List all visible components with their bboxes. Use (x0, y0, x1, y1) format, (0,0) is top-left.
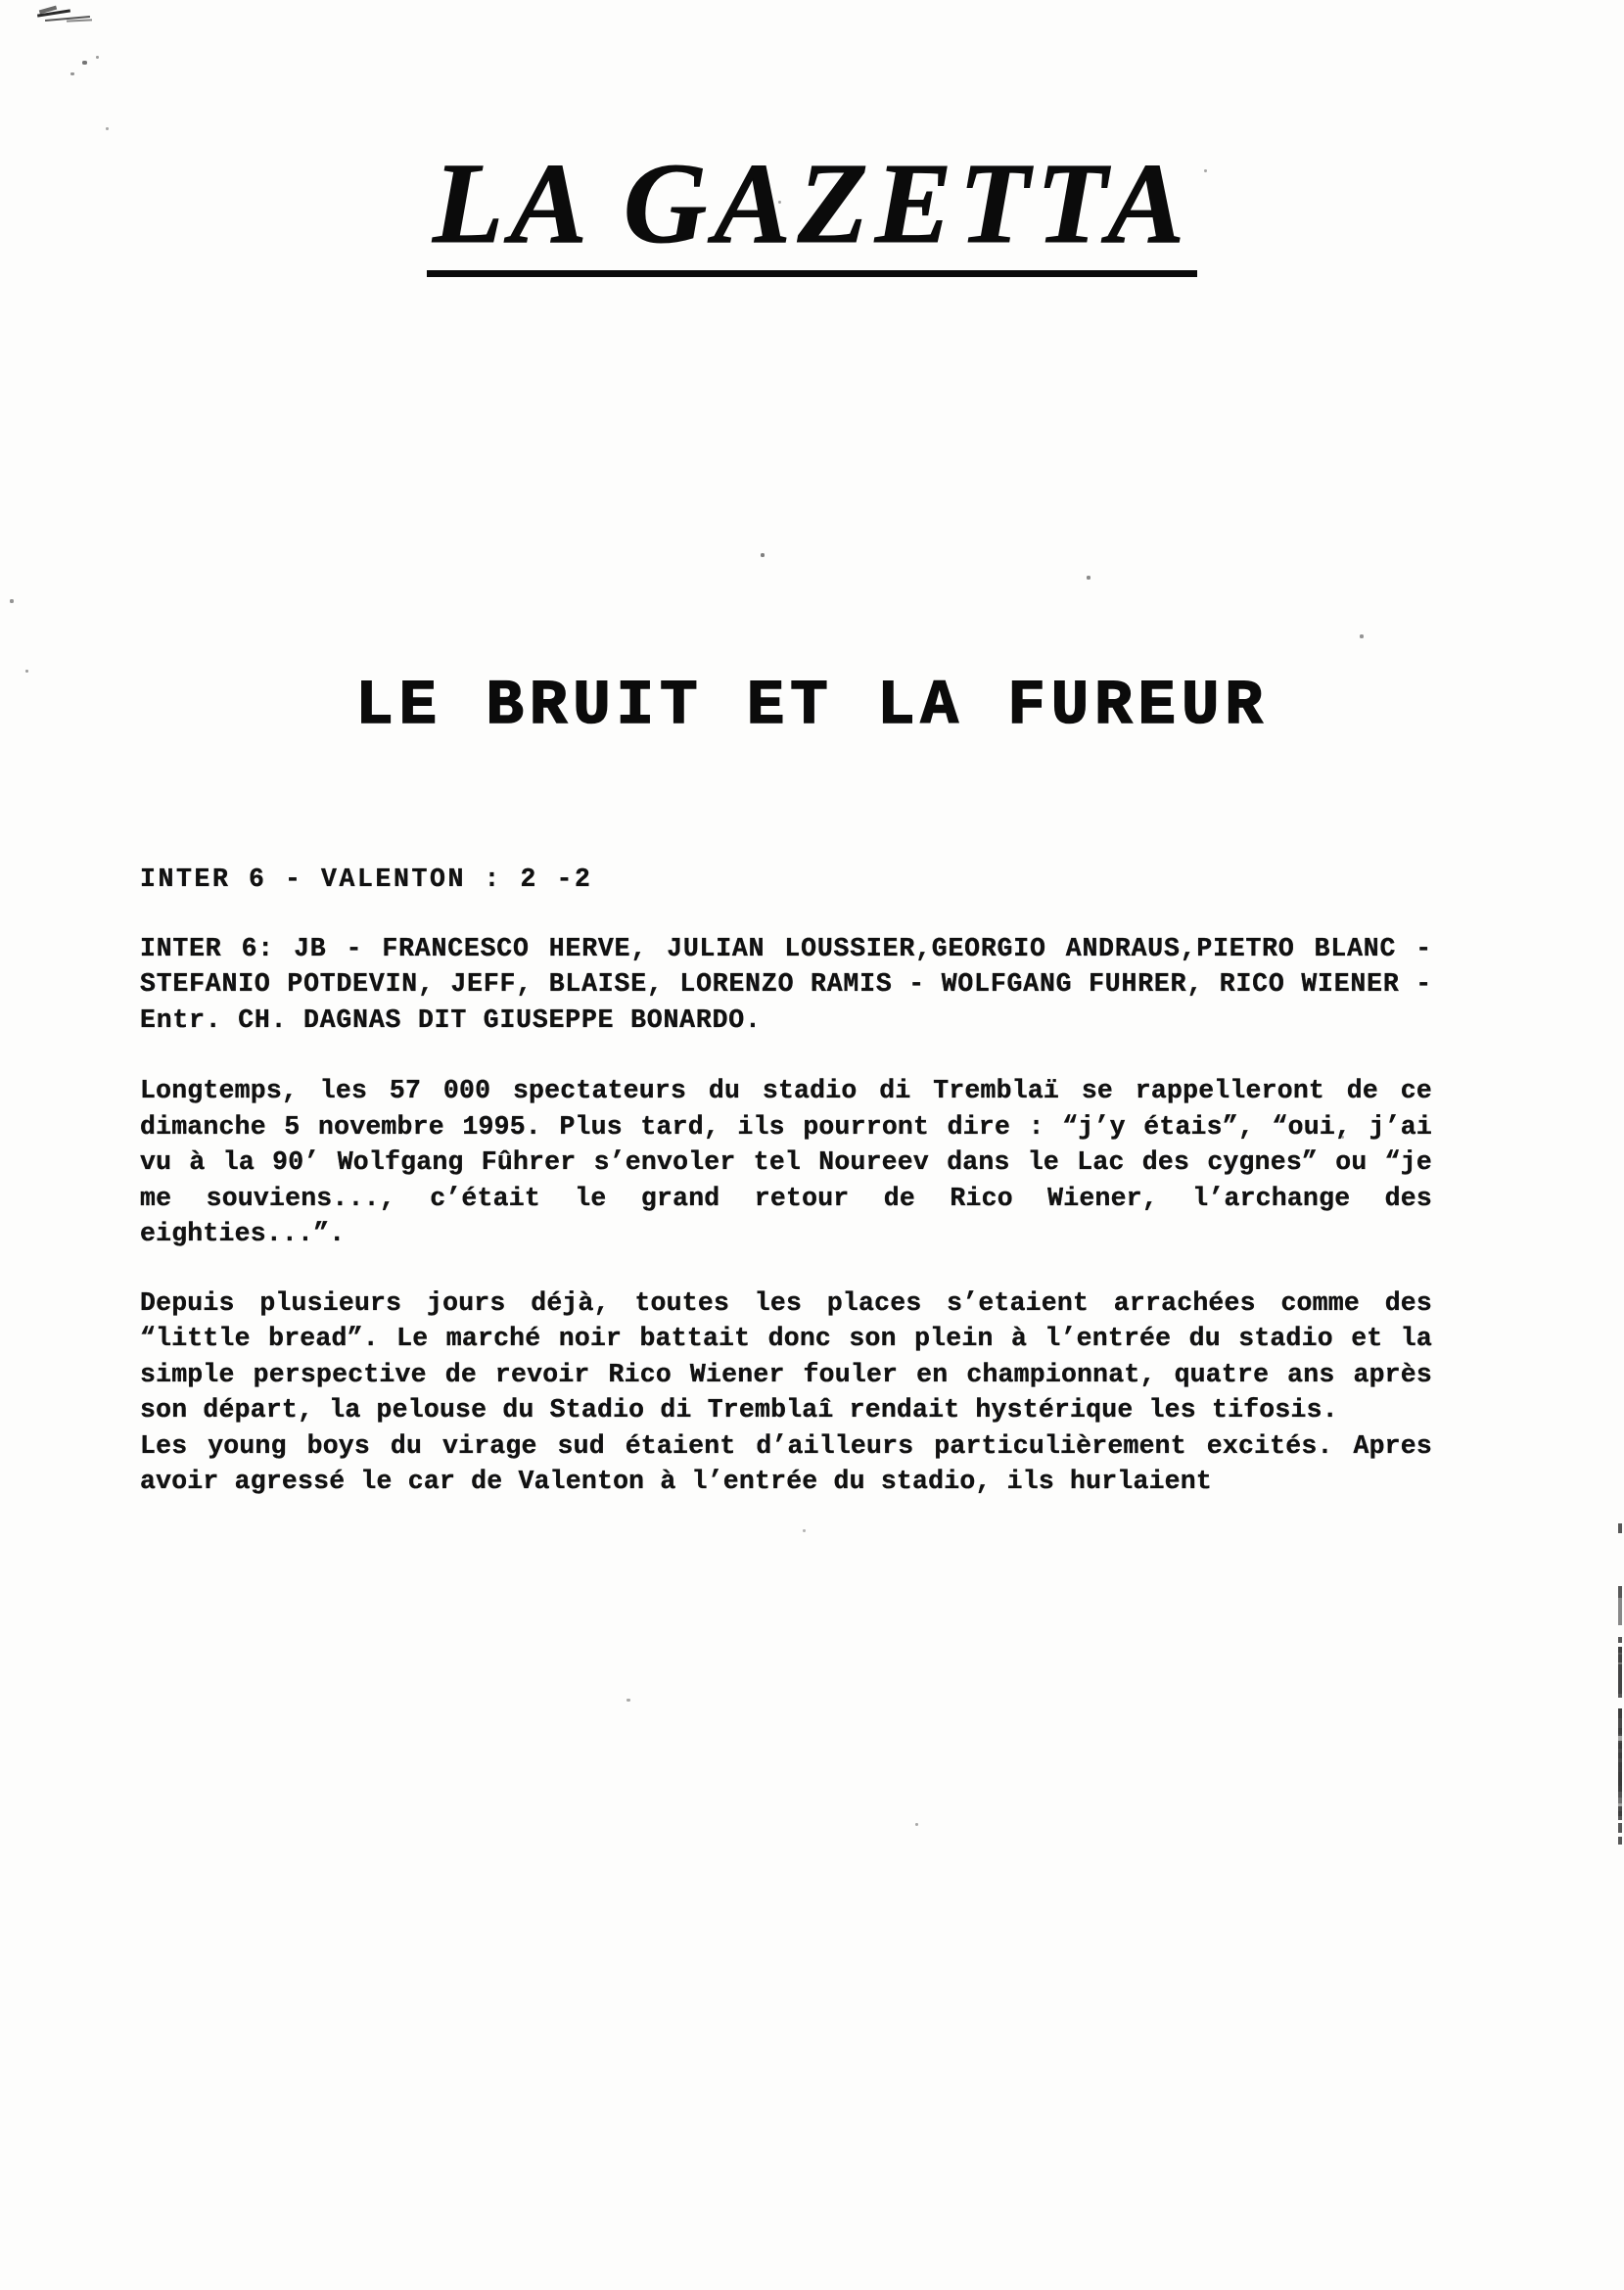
scan-speck (82, 61, 87, 65)
article-paragraph-2: Depuis plusieurs jours déjà, toutes les places s’etaient arrachées comme des “little bread”. Le marché noir battait donc son plein à l’entrée du stadio et la simple perspective de revoir Rico Wiener fouler en championnat, quatre ans après son départ, la pelouse du Stadio di Tremblaî rendait hystérique les tifosis. (140, 1287, 1432, 1425)
article-body (140, 862, 1432, 1500)
scan-speck (1360, 634, 1364, 638)
masthead (0, 139, 1624, 277)
masthead-title: LA GAZETTA (427, 145, 1197, 277)
scan-speck (915, 1823, 918, 1826)
scan-smudge-artifact (37, 6, 114, 29)
scan-speck (96, 56, 99, 59)
headline (0, 672, 1624, 742)
article-paragraph-3: Les young boys du virage sud étaient d’ailleurs particulièrement excités. Apres avoir agressé le car de Valenton à l’entrée du stadio, ils hurlaient (140, 1430, 1432, 1496)
scan-speck (106, 127, 109, 130)
scan-speck (25, 670, 28, 673)
scan-speck (70, 72, 74, 75)
scan-speck (1087, 576, 1090, 580)
article-paragraph-1: Longtemps, les 57 000 spectateurs du stadio di Tremblaï se rappelleront de ce dimanche 5 novembre 1995. Plus tard, ils pourront dire : “j’y étais”, “oui, j’ai vu à la 90’ Wolfgang Fûhrer s’envoler tel Noureev dans le Lac des cygnes” ou “je me souviens..., c’était le grand retour de Rico Wiener, l’archange des eighties...”. (140, 1076, 1432, 1248)
headline-text: LE BRUIT ET LA FUREUR (355, 672, 1269, 742)
scan-speck (10, 599, 14, 603)
scan-speck (626, 1699, 630, 1702)
match-score-line: INTER 6 - VALENTON : 2 -2 (140, 865, 593, 894)
team-lineup: INTER 6: JB - FRANCESCO HERVE, JULIAN LOUSSIER,GEORGIO ANDRAUS,PIETRO BLANC - STEFANIO POTDEVIN, JEFF, BLAISE, LORENZO RAMIS - WOLFGANG FUHRER, RICO WIENER - Entr. CH. DAGNAS DIT GIUSEPPE BONARDO. (140, 933, 1432, 1035)
scan-speck (761, 553, 765, 557)
scan-speck (803, 1529, 806, 1532)
scan-edge-marks (1612, 0, 1622, 2290)
